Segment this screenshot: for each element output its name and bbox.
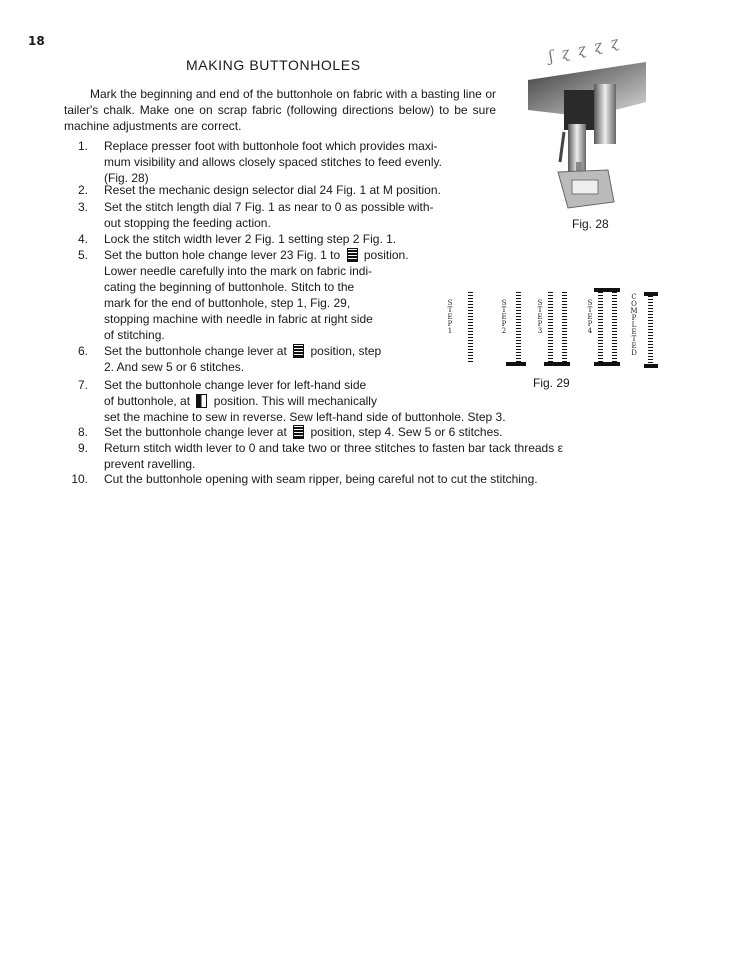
intro-paragraph: Mark the beginning and end of the buttonhole on fabric with a basting line or tailer's chalk. Make one on scrap fabric (following directions below) to be sure machine adjustments are correct.: [64, 87, 496, 133]
step-number: 1.: [77, 139, 88, 153]
handwritten-note: ʃ ɀ ɀ ɀ ɀ: [546, 32, 622, 66]
bartack-position-icon: [293, 425, 304, 439]
bar-tack: [594, 362, 620, 366]
step-line: 2. And sew 5 or 6 stitches.: [104, 360, 245, 374]
step-line: mum visibility and allows closely spaced stitches to feed evenly.: [104, 155, 442, 169]
step-line: position.: [363, 248, 409, 262]
step-line: Replace presser foot with buttonhole foot which provides maxi-: [104, 139, 438, 153]
step-number: 9.: [77, 441, 88, 455]
step-line: Lower needle carefully into the mark on fabric indi-: [104, 264, 373, 278]
buttonhole-steps-diagram: [446, 286, 666, 376]
step-label-1: S T E P 1: [447, 299, 453, 335]
step-number: 10.: [71, 472, 88, 486]
bar-tack: [644, 364, 658, 368]
page-number: 18: [28, 34, 45, 48]
bar-tack: [594, 288, 620, 292]
stitch-column: [516, 292, 521, 362]
step-line: of stitching.: [104, 328, 165, 342]
left-side-position-icon: [196, 394, 207, 408]
step-number: 8.: [77, 425, 88, 439]
step-line: (Fig. 28): [104, 171, 149, 185]
step-line: prevent ravelling.: [104, 457, 196, 471]
fig28-caption: Fig. 28: [572, 217, 609, 231]
page-title: MAKING BUTTONHOLES: [186, 57, 361, 73]
step-number: 4.: [77, 232, 88, 246]
bar-tack: [506, 362, 526, 366]
step-line: Cut the buttonhole opening with seam ripper, being careful not to cut the stitching.: [104, 472, 538, 486]
step-line: mark for the end of buttonhole, step 1, Fig. 29,: [104, 296, 351, 310]
step-number: 2.: [77, 183, 88, 197]
step-line: out stopping the feeding action.: [104, 216, 271, 230]
stitch-column: [468, 292, 473, 362]
stitch-column: [612, 292, 617, 362]
step-line: cating the beginning of buttonhole. Stitch to the: [104, 280, 355, 294]
step-line: Reset the mechanic design selector dial 24 Fig. 1 at M position.: [104, 183, 441, 197]
step-label-completed: C O M P L E T E D: [630, 293, 638, 357]
step-line: position. This will mechanically: [213, 394, 377, 408]
stitch-column: [648, 292, 653, 366]
bar-tack: [544, 362, 570, 366]
step-label-2: S T E P 2: [501, 299, 507, 335]
step-line: set the machine to sew in reverse. Sew left-hand side of buttonhole. Step 3.: [104, 410, 506, 424]
step-line: Set the buttonhole change lever for left-hand side: [104, 378, 367, 392]
buttonhole-position-icon: [347, 248, 358, 262]
step-label-3: S T E P 3: [537, 299, 543, 335]
step-number: 6.: [77, 344, 88, 358]
bar-tack: [644, 292, 658, 296]
stitch-column: [548, 292, 553, 362]
step-line: of buttonhole, at: [104, 394, 191, 408]
fig29-caption: Fig. 29: [533, 376, 570, 390]
step-number: 5.: [77, 248, 88, 262]
step-line: Set the buttonhole change lever at: [104, 425, 287, 439]
step-line: position, step 4. Sew 5 or 6 stitches.: [310, 425, 503, 439]
step-line: Set the stitch length dial 7 Fig. 1 as near to 0 as possible with-: [104, 200, 434, 214]
step-line: Set the button hole change lever 23 Fig. 1 to: [104, 248, 341, 262]
step-line: Return stitch width lever to 0 and take two or three stitches to fasten bar tack threads ε: [104, 441, 563, 455]
step-line: Lock the stitch width lever 2 Fig. 1 setting step 2 Fig. 1.: [104, 232, 397, 246]
step-number: 3.: [77, 200, 88, 214]
step-label-4: S T E P 4: [587, 299, 593, 335]
stitch-column: [598, 292, 603, 362]
bartack-position-icon: [293, 344, 304, 358]
step-number: 7.: [77, 378, 88, 392]
step-line: Set the buttonhole change lever at: [104, 344, 287, 358]
buttonhole-foot-photo: [528, 62, 646, 210]
stitch-column: [562, 292, 567, 362]
step-line: stopping machine with needle in fabric at right side: [104, 312, 373, 326]
step-line: position, step: [310, 344, 382, 358]
